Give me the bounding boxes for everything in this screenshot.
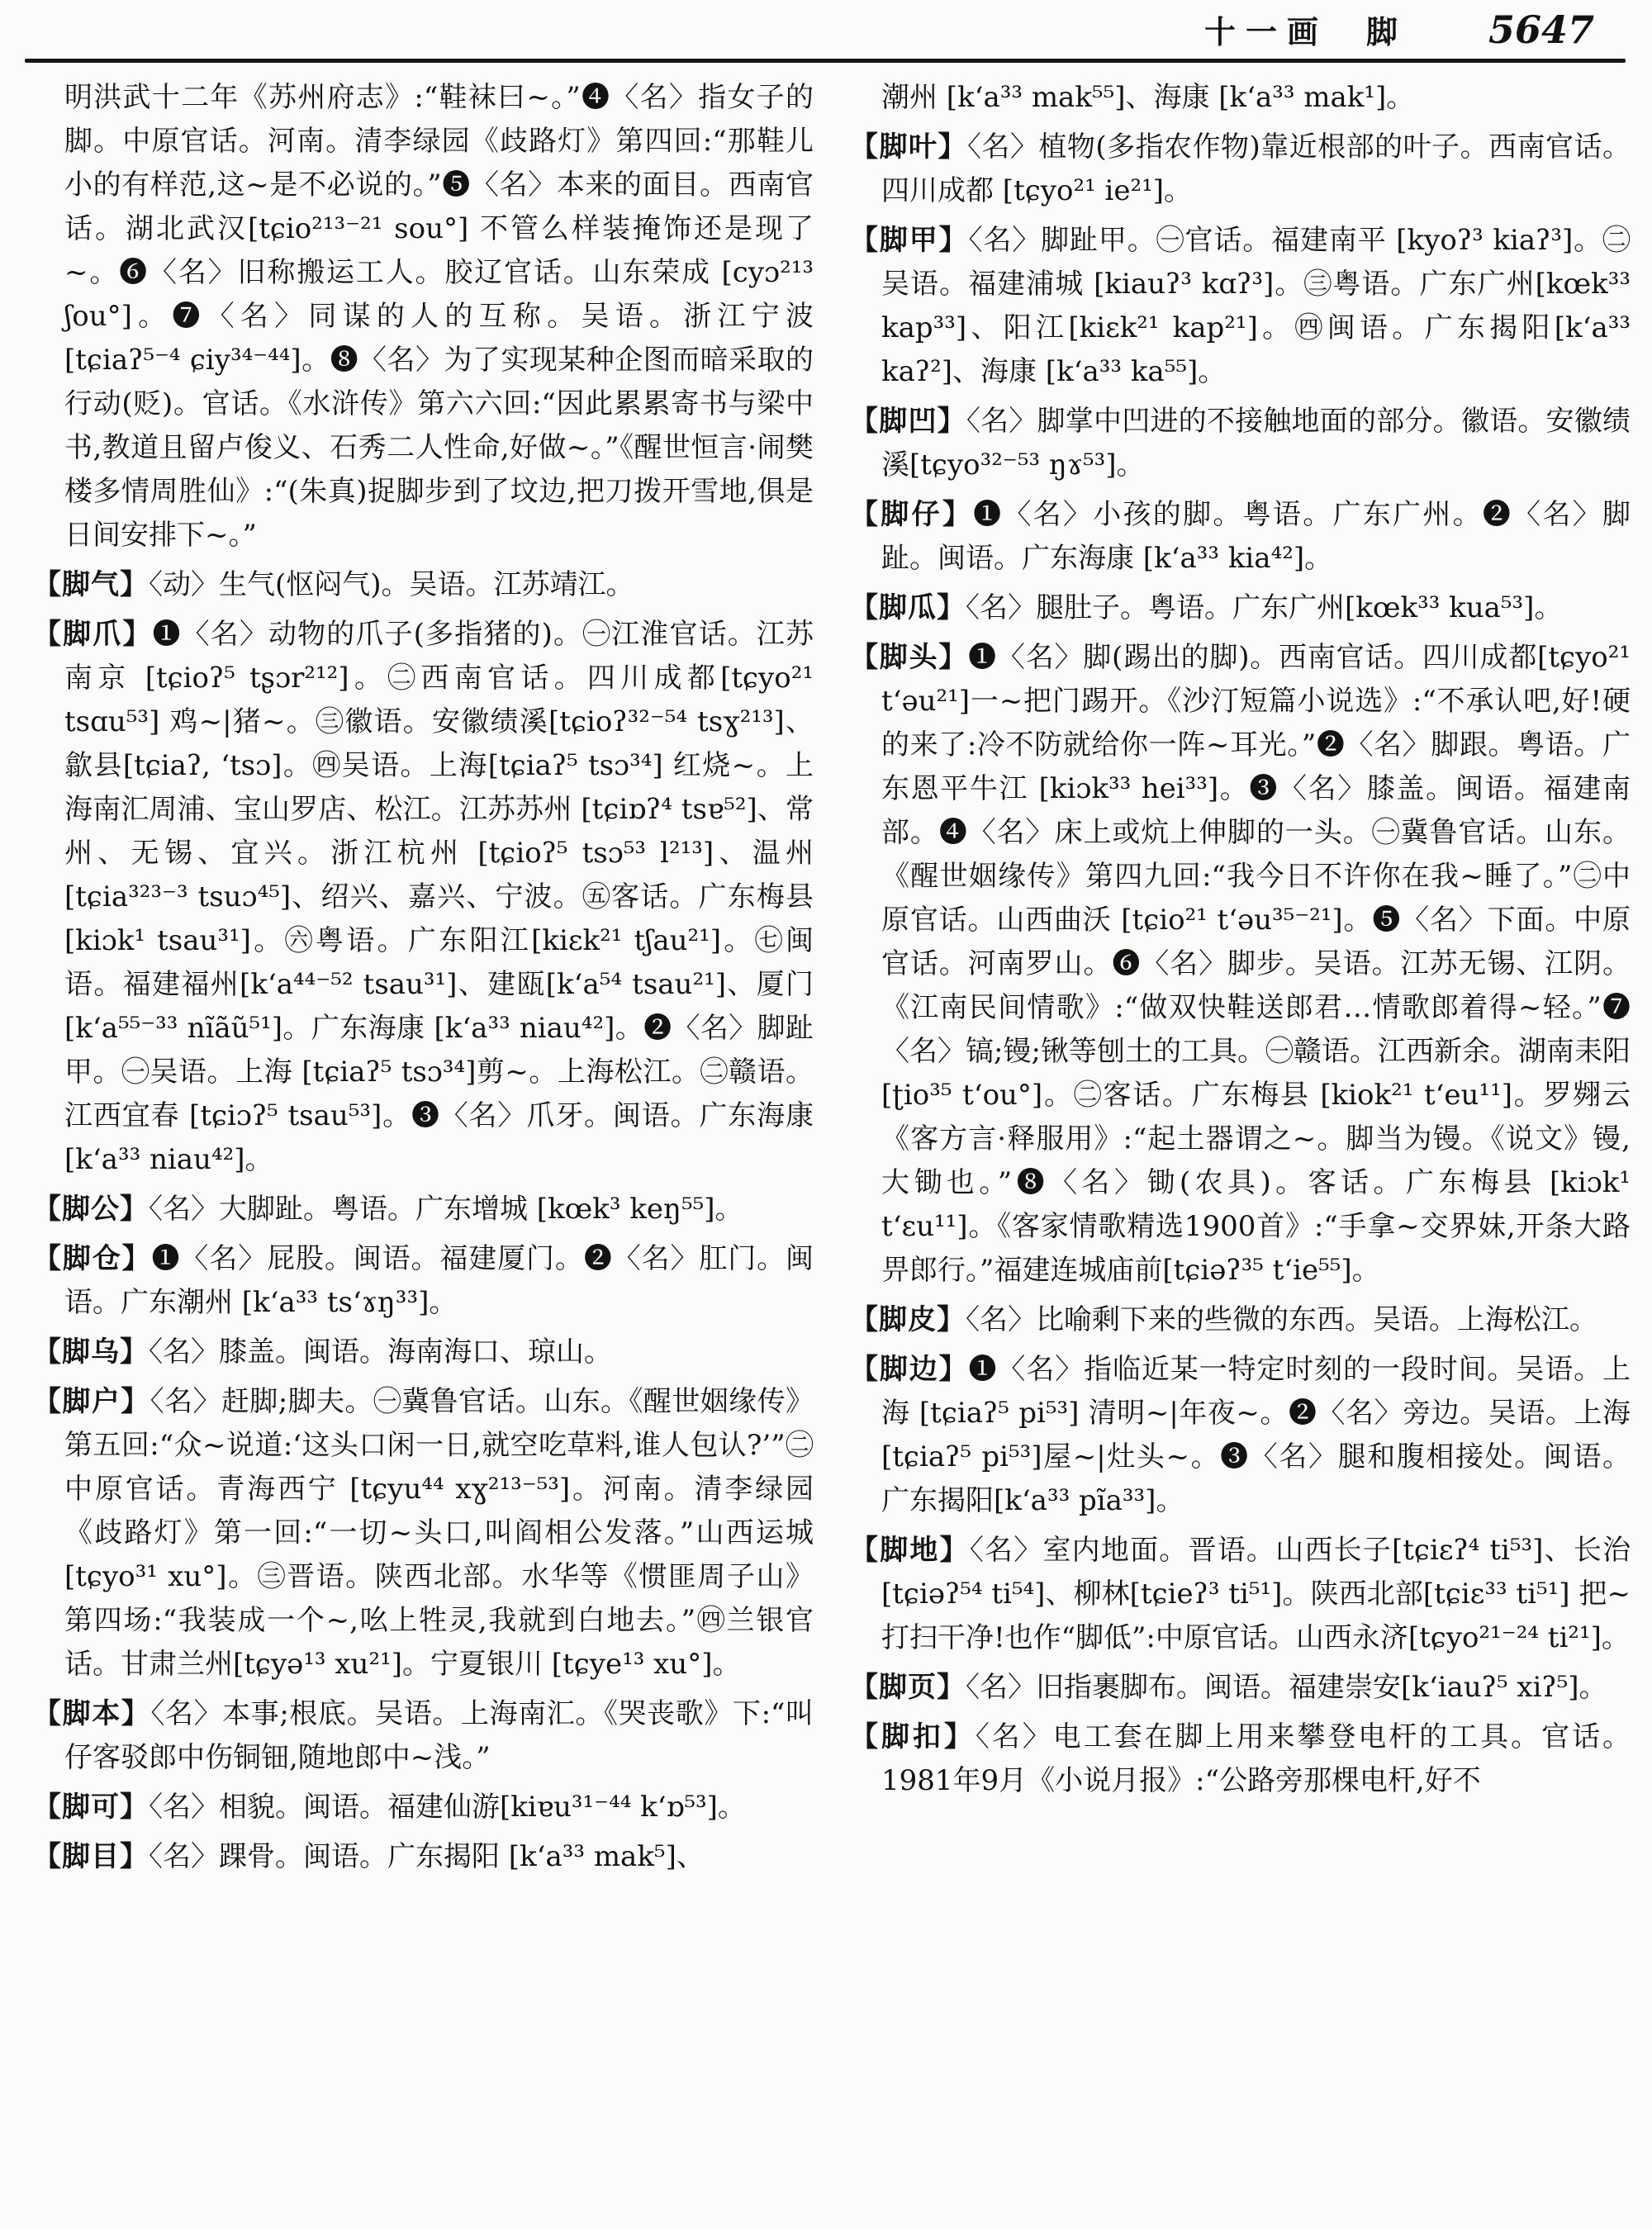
entry-jiaopi xyxy=(850,1298,1631,1342)
entry-jiaowu xyxy=(33,1331,814,1374)
entry-jiaoye-leaf xyxy=(850,126,1631,213)
entry-body: ❶〈名〉动物的爪子(多指猪的)。㊀江淮官话。江苏南京 [tɕioʔ⁵ tʂɔr²¹²]。㊁西南官话。四川成都[tɕyo²¹ tsɑu⁵³] 鸡~|猪~。㊂徽语。安徽绩溪[tɕioʔ³²⁻⁵⁴ tsɣ²¹³]、歙县[tɕiaʔ, ʻtsɔ]。㊃吴语。上海[tɕiaʔ⁵ tsɔ³⁴] 红烧~。上海南汇周浦、宝山罗店、松江。江苏苏州 [tɕiɒʔ⁴ tsɐ⁵²]、常州、无锡、宜兴。浙江杭州 [tɕioʔ⁵ tsɔ⁵³ l²¹³]、温州[tɕia³²³⁻³ tsuɔ⁴⁵]、绍兴、嘉兴、宁波。㊄客话。广东梅县[kiɔk¹ tsau³¹]。㊅粤语。广东阳江[kiɛk²¹ tʃau²¹]。㊆闽语。福建福州[kʻa⁴⁴⁻⁵² tsau³¹]、建瓯[kʻa⁵⁴ tsau²¹]、厦门[kʻa⁵⁵⁻³³ nĩãũ⁵¹]。广东海康 [kʻa³³ niau⁴²]。❷〈名〉脚趾甲。㊀吴语。上海 [tɕiaʔ⁵ tsɔ³⁴]剪~。上海松江。㊁赣语。江西宜春 [tɕiɔʔ⁵ tsau⁵³]。❸〈名〉爪牙。闽语。广东海康[kʻa³³ niau⁴²]。 xyxy=(64,618,814,1176)
entry-headword: 【脚户】 xyxy=(33,1385,150,1418)
entry-body: 〈名〉比喻剩下来的些微的东西。吴语。上海松江。 xyxy=(966,1303,1597,1336)
entry-jiaogong xyxy=(33,1188,814,1231)
entry-headword: 【脚公】 xyxy=(33,1193,149,1226)
entry-body: 〈名〉植物(多指农作物)靠近根部的叶子。西南官话。四川成都 [tɕyo²¹ ie²¹]。 xyxy=(881,130,1631,207)
entry-headword: 【脚甲】 xyxy=(850,224,969,257)
entry-headword: 【脚地】 xyxy=(850,1534,970,1567)
entry-headword: 【脚头】 xyxy=(850,641,969,674)
entry-headword: 【脚边】 xyxy=(850,1353,969,1386)
entry-jiaozai xyxy=(850,493,1631,581)
entry-jiaoben xyxy=(33,1692,814,1780)
entry-body: 〈名〉本事;根底。吴语。上海南汇。《哭丧歌》下:“叫仔客驳郎中伤铜钿,随地郎中~浅。” xyxy=(64,1697,814,1774)
entry-body: ❶〈名〉小孩的脚。粤语。广东广州。❷〈名〉脚趾。闽语。广东海康 [kʻa³³ kia⁴²]。 xyxy=(881,498,1631,575)
entry-jiaocang xyxy=(33,1237,814,1325)
entry-headword: 【脚气】 xyxy=(33,568,149,601)
entry-headword: 【脚本】 xyxy=(33,1697,151,1730)
entry-jiaohu xyxy=(33,1380,814,1687)
entry-body: 〈名〉赶脚;脚夫。㊀冀鲁官话。山东。《醒世姻缘传》第五回:“众~说道:‘这头口闲一日,就空吃草料,谁人包认?’”㊁中原官话。青海西宁 [tɕyu⁴⁴ xɣ²¹³⁻⁵³]。河南。清李绿园《歧路灯》第一回:“一切~头口,叫阎相公发落。”山西运城 [tɕyo³¹ xu°]。㊂晋语。陕西北部。水华等《惯匪周子山》第四场:“我装成一个~,吆上牲灵,我就到白地去。”㊃兰银官话。甘肃兰州[tɕyə¹³ xu²¹]。宁夏银川 [tɕye¹³ xu°]。 xyxy=(64,1385,814,1681)
entry-body: 〈名〉相貌。闽语。福建仙游[kiɐu³¹⁻⁴⁴ kʻɒ⁵³]。 xyxy=(149,1791,746,1824)
entry-headword: 【脚可】 xyxy=(33,1791,149,1824)
entry-jiaojia xyxy=(850,219,1631,394)
entry-body: 〈名〉大脚趾。粤语。广东增城 [kœk³ keŋ⁵⁵]。 xyxy=(149,1193,743,1226)
header-stroke-section: 十一画 xyxy=(1203,13,1328,50)
entry-body: 〈名〉旧指裹脚布。闽语。福建崇安[kʻiauʔ⁵ xiʔ⁵]。 xyxy=(966,1671,1607,1704)
page-number: 5647 xyxy=(1488,7,1594,52)
header-character: 脚 xyxy=(1365,13,1398,50)
entry-body: 潮州 [kʻa³³ mak⁵⁵]、海康 [kʻa³³ mak¹]。 xyxy=(881,81,1415,114)
entry-jiaokou xyxy=(850,1715,1631,1803)
entry-body: 〈名〉脚掌中凹进的不接触地面的部分。徽语。安徽绩溪[tɕyo³²⁻⁵³ ŋɤ⁵³]。 xyxy=(881,405,1631,482)
entry-headword: 【脚皮】 xyxy=(850,1303,966,1336)
entry-jiaoke xyxy=(33,1786,814,1829)
entry-body: ❶〈名〉脚(踢出的脚)。西南官话。四川成都[tɕyo²¹ tʻəu²¹]一~把门踢开。《沙汀短篇小说选》:“不承认吧,好!硬的来了:冷不防就给你一阵~耳光。”❷〈名〉脚跟。粤语。广东恩平牛江 [kiɔk³³ hei³³]。❸〈名〉膝盖。闽语。福建南部。❹〈名〉床上或炕上伸脚的一头。㊀冀鲁官话。山东。《醒世姻缘传》第四九回:“我今日不许你在我~睡了。”㊁中原官话。山西曲沃 [tɕio²¹ tʻəu³⁵⁻²¹]。❺〈名〉下面。中原官话。河南罗山。❻〈名〉脚步。吴语。江苏无锡、江阴。《江南民间情歌》:“做双快鞋送郎君…情歌郎着得~轻。”❼〈名〉镐;镘;锹等刨土的工具。㊀赣语。江西新余。湖南耒阳[ʈio³⁵ tʻou°]。㊁客话。广东梅县 [kiok²¹ tʻeu¹¹]。罗翙云《客方言·释服用》:“起土器谓之~。脚当为镘。《说文》镘,大锄也。”❽〈名〉锄(农具)。客话。广东梅县 [kiɔk¹ tʻɛu¹¹]。《客家情歌精选1900首》:“手拿~交界妹,开条大路畀郎行。”福建连城庙前[tɕiəʔ³⁵ tʻie⁵⁵]。 xyxy=(881,641,1631,1287)
entry-jiaoao xyxy=(850,400,1631,487)
entry-body: 〈名〉踝骨。闽语。广东揭阳 [kʻa³³ mak⁵]、 xyxy=(149,1840,705,1873)
entry-jiao-continuation xyxy=(33,76,814,558)
entry-headword: 【脚扣】 xyxy=(850,1720,976,1753)
entry-body: 明洪武十二年《苏州府志》:“鞋袜曰~。”❹〈名〉指女子的脚。中原官话。河南。清李绿园《歧路灯》第四回:“那鞋儿小的有样范,这~是不必说的。”❺〈名〉本来的面目。西南官话。湖北武汉[tɕio²¹³⁻²¹ sou°] 不管么样装掩饰还是现了~。❻〈名〉旧称搬运工人。胶辽官话。山东荣成 [cyɔ²¹³ ʃou°]。❼〈名〉同谋的人的互称。吴语。浙江宁波 [tɕiaʔ⁵⁻⁴ ɕiy³⁴⁻⁴⁴]。❽〈名〉为了实现某种企图而暗采取的行动(贬)。官话。《水浒传》第六六回:“因此累累寄书与梁中书,教道且留卢俊义、石秀二人性命,好做~。”《醒世恒言·闹樊楼多情周胜仙》:“(朱真)捉脚步到了坟边,把刀拨开雪地,俱是日间安排下~。” xyxy=(64,81,814,552)
page-header xyxy=(0,0,1652,55)
entry-headword: 【脚页】 xyxy=(850,1671,966,1704)
right-column xyxy=(850,76,1631,1879)
entry-body: 〈名〉室内地面。晋语。山西长子[tɕiɛʔ⁴ ti⁵³]、长治 [tɕiəʔ⁵⁴ ti⁵⁴]、柳林[tɕieʔ³ ti⁵¹]。陕西北部[tɕiɛ³³ ti⁵¹] 把~打扫干净!也作“脚低”:中原官话。山西永济[tɕyo²¹⁻²⁴ ti²¹]。 xyxy=(881,1534,1631,1654)
entry-headword: 【脚乌】 xyxy=(33,1336,149,1369)
entry-jiaotou xyxy=(850,636,1631,1293)
entry-body: ❶〈名〉指临近某一特定时刻的一段时间。吴语。上海 [tɕiaʔ⁵ pi⁵³] 清明~|年夜~。❷〈名〉旁边。吴语。上海[tɕiaʔ⁵ pi⁵³]屋~|灶头~。❸〈名〉腿和腹相接处。闽语。广东揭阳[kʻa³³ pĩa³³]。 xyxy=(881,1353,1631,1517)
entry-body: 〈动〉生气(怄闷气)。吴语。江苏靖江。 xyxy=(149,568,634,601)
entry-headword: 【脚仔】 xyxy=(850,498,974,531)
entry-body: 〈名〉脚趾甲。㊀官话。福建南平 [kyoʔ³ kiaʔ³]。㊁吴语。福建浦城 [kiauʔ³ kɑʔ³]。㊂粤语。广东广州[kœk³³ kap³³]、阳江[kiɛk²¹ kap²¹]。㊃闽语。广东揭阳[kʻa³³ kaʔ²]、海康 [kʻa³³ ka⁵⁵]。 xyxy=(881,224,1631,388)
entry-headword: 【脚目】 xyxy=(33,1840,149,1873)
entry-jiaogua xyxy=(850,586,1631,630)
entry-headword: 【脚凹】 xyxy=(850,405,966,438)
entry-headword: 【脚爪】 xyxy=(33,618,153,651)
entry-headword: 【脚瓜】 xyxy=(850,591,966,624)
entry-jiaoye-page xyxy=(850,1666,1631,1710)
entry-body: 〈名〉电工套在脚上用来攀登电杆的工具。官话。1981年9月《小说月报》:“公路旁那棵电杆,好不 xyxy=(881,1720,1631,1797)
entry-headword: 【脚叶】 xyxy=(850,130,967,164)
content-columns xyxy=(0,63,1652,1879)
entry-jiaozhua xyxy=(33,613,814,1182)
entry-jiaobian xyxy=(850,1348,1631,1523)
entry-jiaoqi xyxy=(33,563,814,607)
entry-jiaomu xyxy=(33,1835,814,1879)
entry-jiaodi xyxy=(850,1529,1631,1660)
left-column xyxy=(33,76,814,1879)
entry-body: ❶〈名〉屁股。闽语。福建厦门。❷〈名〉肛门。闽语。广东潮州 [kʻa³³ tsʻɤŋ³³]。 xyxy=(64,1242,814,1319)
entry-body: 〈名〉膝盖。闽语。海南海口、琼山。 xyxy=(149,1336,612,1369)
entry-body: 〈名〉腿肚子。粤语。广东广州[kœk³³ kua⁵³]。 xyxy=(966,591,1563,624)
entry-jiaomu-continuation xyxy=(850,76,1631,120)
entry-headword: 【脚仓】 xyxy=(33,1242,152,1275)
